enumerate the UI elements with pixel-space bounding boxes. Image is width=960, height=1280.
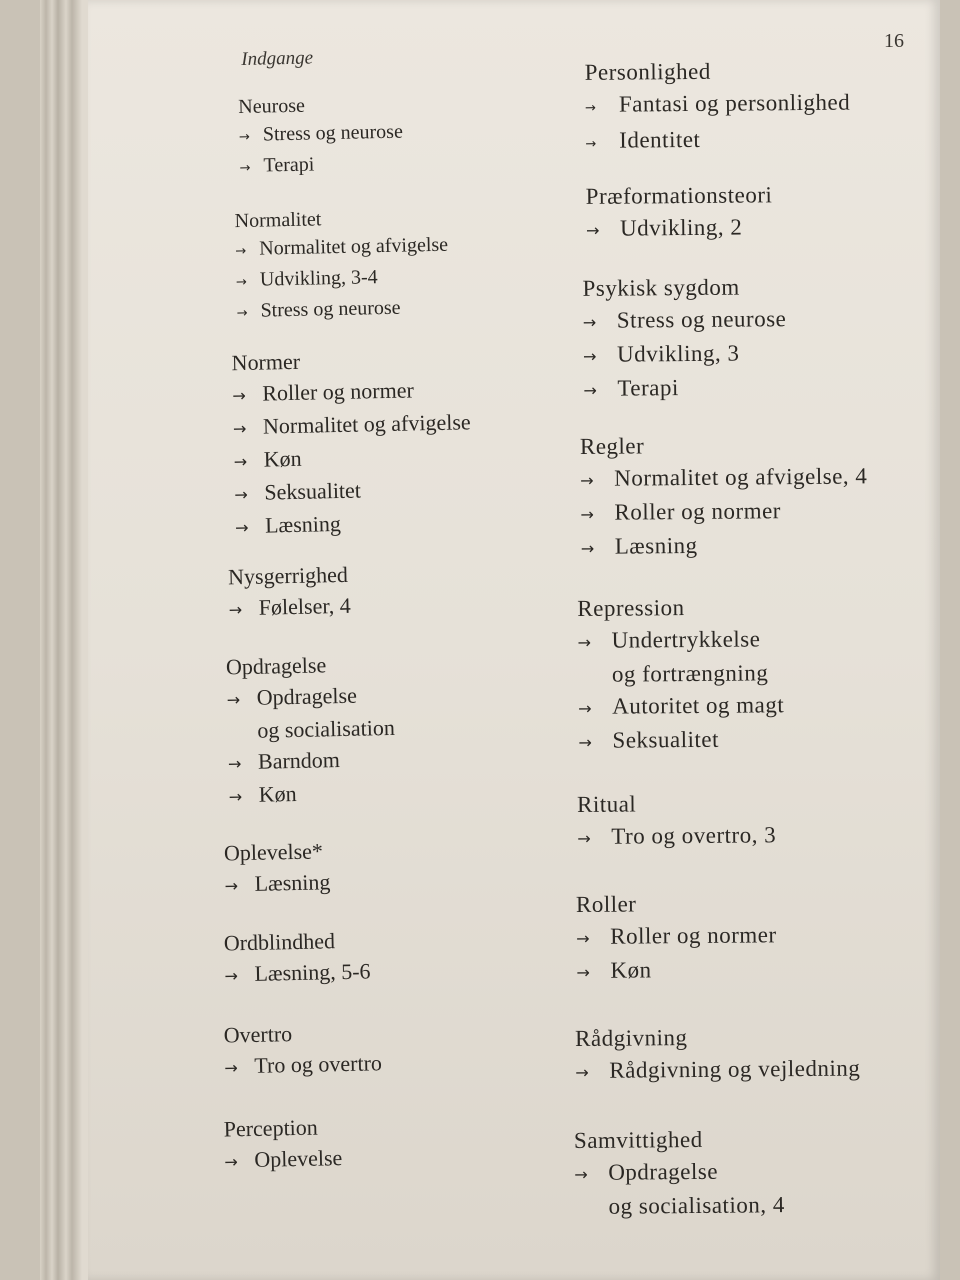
cross-reference-text: Barndom [257,747,341,774]
index-entry-title: Ritual [576,791,637,817]
cross-reference-text: Læsning [264,510,342,538]
cross-reference [578,688,918,725]
cross-reference-text: Roller og normer [262,377,415,406]
arrow-right-icon: → [224,1152,238,1172]
index-entry-title: Opdragelse [225,652,327,680]
cross-reference [577,622,917,659]
arrow-right-icon: → [585,220,601,240]
cross-reference [577,818,917,855]
arrow-right-icon: → [585,136,597,152]
arrow-right-icon: → [583,346,598,366]
arrow-right-icon: → [580,538,595,558]
index-entry-title: Samvittighed [573,1126,703,1154]
index-entry [228,554,569,625]
arrow-right-icon: → [224,876,239,896]
index-entry-title: Rådgivning [574,1025,688,1052]
index-entry [585,54,926,161]
cross-reference [575,1052,915,1089]
arrow-right-icon: → [234,517,249,538]
arrow-right-icon: → [578,698,593,718]
index-entry [223,920,564,991]
index-entry [575,1020,916,1089]
cross-reference-text: Udvikling, 2 [619,214,743,241]
cross-reference-text: Autoritet og magt [612,692,785,719]
arrow-right-icon: → [575,1062,590,1083]
cross-reference-text: Tro og overtro [254,1050,383,1078]
arrow-right-icon: → [580,504,595,524]
cross-reference-text: Identitet [619,126,701,153]
index-entry-title: Normer [231,348,301,376]
arrow-right-icon: → [576,962,591,983]
arrow-right-icon: → [232,418,247,439]
cross-reference [580,460,920,497]
cross-reference-text: Seksualitet [264,477,362,505]
index-entry [238,86,580,183]
cross-reference-text: Køn [263,445,302,472]
arrow-right-icon: → [232,385,246,406]
cross-reference [574,1154,914,1191]
cross-reference [586,210,926,247]
arrow-right-icon: → [235,274,248,291]
arrow-right-icon: → [574,1164,589,1185]
cross-reference-text: Stress og neurose [260,296,401,322]
page-number: 16 [884,30,904,52]
arrow-right-icon: → [582,312,597,332]
arrow-right-icon: → [583,380,598,400]
cross-reference-text: Normalitet og afvigelse [259,233,449,260]
cross-reference-text: Læsning [254,869,331,896]
cross-reference-text: Roller og normer [610,922,777,949]
cross-reference-text: Oplevelse [254,1145,343,1172]
cross-reference-continuation: og fortrængning [611,660,769,687]
cross-reference [583,302,923,339]
arrow-right-icon: → [578,732,593,752]
arrow-right-icon: → [584,100,597,116]
cross-reference-text: Terapi [617,375,679,401]
arrow-right-icon: → [233,451,248,472]
cross-reference-text: Stress og neurose [616,306,787,333]
index-entry-title: Personlighed [584,58,711,85]
cross-reference-text: Køn [610,957,652,983]
arrow-right-icon: → [227,754,242,774]
cross-reference-text: Rådgivning og vejledning [609,1055,861,1083]
arrow-right-icon: → [224,1058,239,1078]
index-entry-title: Overtro [223,1021,293,1048]
cross-reference-text: Udvikling, 3-4 [259,266,378,291]
arrow-right-icon: → [235,243,247,260]
cross-reference-text: Terapi [263,153,315,177]
index-entry-title: Ordblindhed [223,928,336,956]
cross-reference-text: Udvikling, 3 [617,340,740,367]
arrow-right-icon: → [228,600,243,620]
cross-reference [581,528,921,565]
index-entry [577,590,918,759]
index-entry [226,644,569,812]
cross-reference [578,722,918,759]
arrow-right-icon: → [234,484,249,505]
index-entry-title: Roller [575,891,637,918]
index-entry-title: Præformationsteori [585,182,773,209]
arrow-right-icon: → [576,928,591,949]
index-entry-title: Perception [223,1114,319,1142]
cross-reference-text: Normalitet og afvigelse, 4 [614,463,868,491]
index-entry [577,786,918,855]
arrow-right-icon: → [228,787,243,807]
index-entry [586,178,927,247]
cross-reference-text: Køn [258,780,297,807]
cross-reference-text: Læsning, 5-6 [254,958,371,986]
cross-reference [576,918,916,955]
index-entry [231,340,575,543]
index-entry-title: Regler [579,433,645,459]
cross-reference-text: Opdragelse [608,1158,719,1185]
index-entry [576,886,917,989]
cross-reference-text: Fantasi og personlighed [618,89,851,117]
cross-reference [583,336,923,373]
index-entry [580,428,921,565]
cross-reference-continuation: og socialisation [257,714,396,743]
cross-reference-text: Stress og neurose [262,120,404,146]
index-entry-title: Repression [577,595,685,621]
arrow-right-icon: → [577,632,592,652]
index-entry-title: Oplevelse* [223,838,324,866]
index-entry-title: Normalitet [234,208,322,233]
cross-reference-text: Normalitet og afvigelse [262,409,471,439]
cross-reference-text: Tro og overtro, 3 [611,822,777,849]
arrow-right-icon: → [236,305,248,322]
arrow-right-icon: → [239,160,251,177]
cross-reference-text: Læsning [614,532,698,559]
cross-reference-text: Undertrykkelse [611,626,761,653]
arrow-right-icon: → [226,690,241,710]
cross-reference [576,952,916,989]
cross-reference [583,370,923,407]
arrow-right-icon: → [577,828,592,848]
cross-reference-text: Opdragelse [256,682,358,710]
cross-reference-text: Seksualitet [612,726,720,753]
index-heading: Indgange [241,47,314,70]
arrow-right-icon: → [224,966,239,986]
index-entry [234,200,576,328]
index-entry [582,270,923,407]
cross-reference [585,122,925,161]
index-entry-title: Nysgerrighed [227,561,349,590]
index-entry [223,1012,564,1083]
cross-reference-text: Roller og normer [614,498,782,525]
arrow-right-icon: → [580,470,595,490]
cross-reference [585,86,925,125]
arrow-right-icon: → [238,129,250,146]
index-entry [223,1106,564,1177]
index-entry [224,830,565,901]
index-entry-title: Psykisk sygdom [582,274,740,301]
cross-reference-continuation: og socialisation, 4 [608,1192,785,1219]
index-entry [574,1122,915,1223]
index-entry-title: Neurose [238,94,306,119]
cross-reference [580,494,920,531]
cross-reference-text: Følelser, 4 [258,592,352,620]
